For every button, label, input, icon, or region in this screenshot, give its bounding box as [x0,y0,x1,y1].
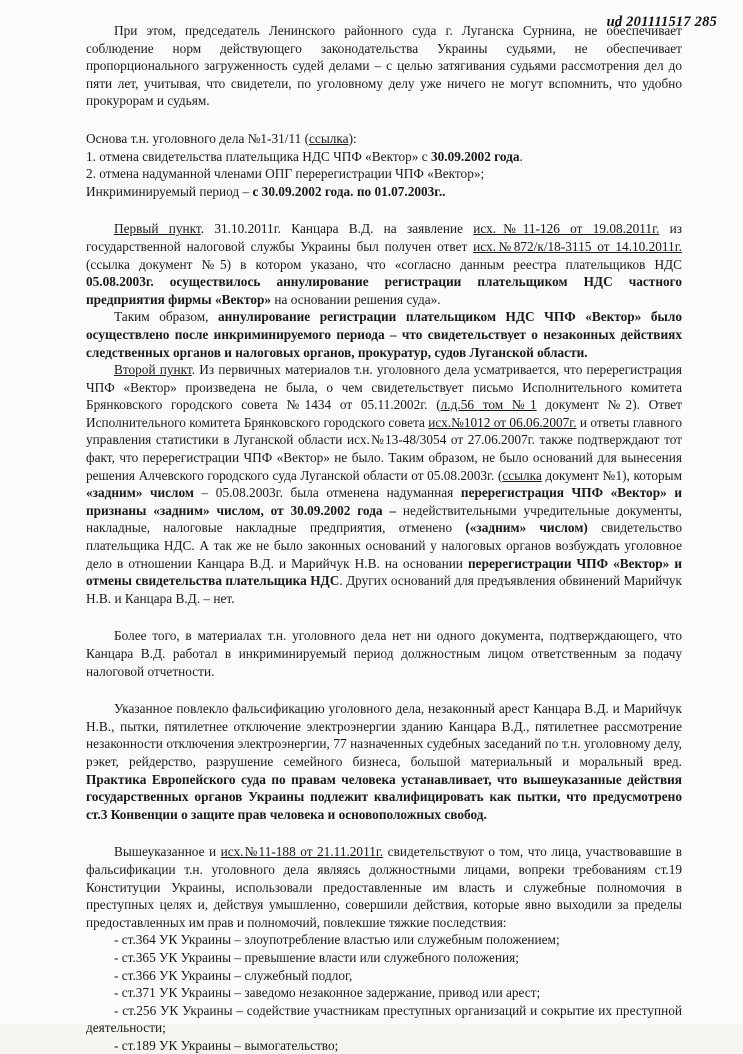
document-body [86,22,682,1054]
list-item: - ст.189 УК Украины – вымогательство; [114,1037,339,1053]
basis-intro: Основа т.н. уголовного дела №1-31/11 (ссылка): [86,130,357,146]
second-point-label: Второй пункт [114,362,192,378]
second-ref-1: л.д.56 том №1 [440,397,537,413]
first-ref-1: исх.№11-126 от 19.08.2011г. [473,221,660,237]
paragraph-above: Вышеуказанное и исх.№11-188 от 21.11.2011г. свидетельствуют о том, что лица, участвовавшие в фальсификации т.н. уголовного дела являясь должностными лицами, вопреки требованиям ст.19 Конституции Украины, использовали предоставленные им власть и служебные полномочия в преступных целях и, действуя умышленно, совершили действия, которые явно выходили за пределы предоставленных им прав и полномочий, повлекшие тяжкие последствия: [86,844,682,930]
paragraph-second-point: Второй пункт. Из первичных материалов т.н. уголовного дела усматривается, что перерегистрация ЧПФ «Вектор» произведена не была, о чем свидетельствует письмо Исполнительного комитета Брянковского городского совета №1434 от 05.11.2002г. (л.д.56 том №1 документ №2). Ответ Исполнительного комитета Брянковского городского совета исх.№1012 от 06.06.2007г. и ответы главного управления статистики в Луганской области исх.№13-48/3054 от 27.06.2007г. также подтверждают тот факт, что перерегистрации ЧПФ «Вектор» не было. Таким образом, не было оснований для вынесения решения Алчевского городского суда Луганской области от 05.08.2003г. (ссылка документ №1), которым «задним» числом – 05.08.2003г. была отменена надуманная перерегистрация ЧПФ «Вектор» и признаны «задним» числом, от 30.09.2002 года – недействительными учредительные документы, накладные, налоговые накладные предприятия, отменено («задним» числом) свидетельство плательщика НДС. А так же не было законных оснований у налоговых органов возбуждать уголовное дело в отношении Канцара В.Д. и Марийчук Н.В. на основании перерегистрации ЧПФ «Вектор» и отмены свидетельства плательщика НДС. Других оснований для предъявления обвинений Марийчук Н.В. и Канцара В.Д. – нет. [86,362,683,606]
list-item: - ст.365 УК Украины – превышение власти или служебного положения; [114,949,519,965]
list-item: - ст.371 УК Украины – заведомо незаконное задержание, привод или арест; [114,985,541,1001]
paragraph-first-point: Первый пункт. 31.10.2011г. Канцара В.Д. на заявление исх.№11-126 от 19.08.2011г. из государственной налоговой службы Украины был получен ответ исх.№872/к/18-3115 от 14.10.2011г. (ссылка документ №5) в котором указано, что «согласно данным реестра плательщиков НДС 05.08.2003г. осуществилось аннулирование регистрации плательщиком НДС частного предприятия фирмы «Вектор» на основании решения суда». [86,221,683,307]
above-ref-1: исх.№11-188 от 21.11.2011г. [220,844,384,860]
first-ref-2: исх.№872/к/18-3115 от 14.10.2011г. [473,238,682,254]
list-item: - ст.366 УК Украины – служебный подлог, [114,967,353,983]
articles-list [86,931,682,1054]
basis-item-2: 2. отмена надуманной членами ОПГ перерегистрации ЧПФ «Вектор»; [86,166,485,182]
second-link[interactable]: ссылка [502,467,542,483]
basis-block [86,130,682,200]
basis-link[interactable]: ссылка [309,130,349,146]
paragraph-indicated: Указанное повлекло фальсификацию уголовного дела, незаконный арест Канцара В.Д. и Марийчук Н.В., пытки, пятилетнее отключение электроэнергии зданию Канцара В.Д., пятилетнее рассмотрение незаконности отключения электроэнергии, 77 назначенных судебных заседаний по т.н. уголовному делу, рэкет, рейдерство, разрушение семейного бизнеса, большой материальный и моральный вред. Практика Европейского суда по правам человека устанавливает, что вышеуказанные действия государственных органов Украины подлежит квалифицировать как пытки, что предусмотрено ст.3 Конвенции о защите прав человека и основоположных свобод. [86,701,682,822]
paragraph-thus: Таким образом, аннулирование регистрации плательщиком НДС ЧПФ «Вектор» было осуществлено после инкриминируемого периода – что свидетельствует о незаконных действиях следственных органов и налоговых органов, прокуратур, судов Луганской области. [86,309,682,360]
basis-item-1: 1. отмена свидетельства плательщика НДС ЧПФ «Вектор» с 30.09.2002 года. [86,148,523,164]
paragraph-court-chair: При этом, председатель Ленинского районного суда г. Луганска Сурнина, не обеспечивает соблюдение норм действующего законодательства Украины судьями, не обеспечивает пропорционального загруженность судей делами – с целью затягивания судьями рассмотрения дел до пяти лет, учитывая, что свидетели, по уголовному делу уже ничего не могут вспомнить, что удобно прокурорам и судьям. [86,23,682,109]
list-item: - ст.256 УК Украины – содействие участникам преступных организаций и сокрытие их преступной деятельности; [86,1002,682,1036]
list-item: - ст.364 УК Украины – злоупотребление властью или служебным положением; [114,932,560,948]
basis-period: Инкриминируемый период – с 30.09.2002 года. по 01.07.2003г.. [86,183,446,199]
paragraph-more: Более того, в материалах т.н. уголовного дела нет ни одного документа, подтверждающего, что Канцара В.Д. работал в инкриминируемый период должностным лицом ответственным за подачу налоговой отчетности. [86,628,682,679]
second-ref-2: исх.№1012 от 06.06.2007г. [428,414,577,430]
first-point-label: Первый пункт [114,221,201,237]
document-id-stamp: ud 201111517 285 [606,14,717,30]
